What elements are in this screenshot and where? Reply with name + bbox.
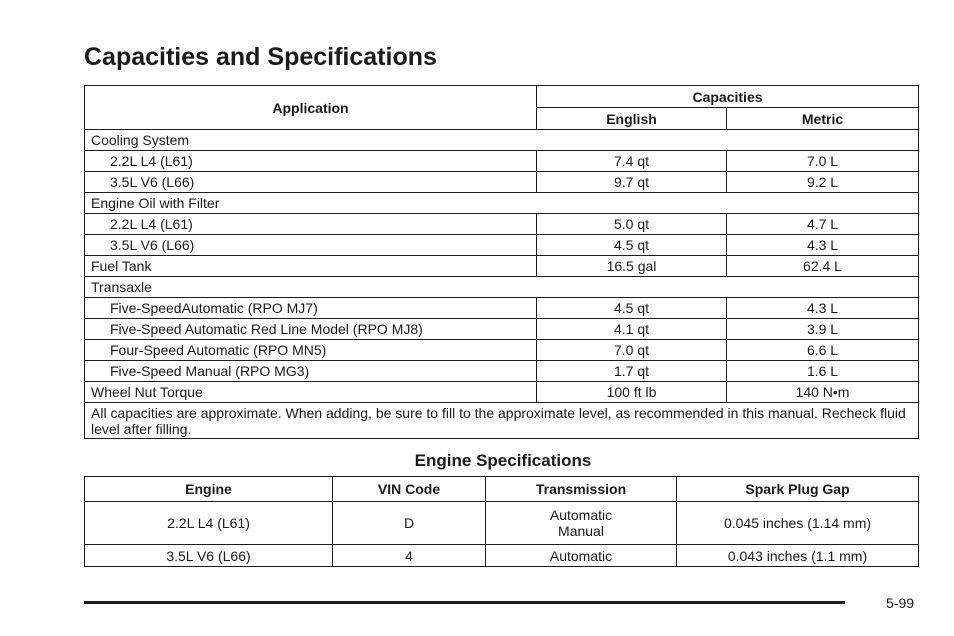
transmission-cell [486,545,677,567]
row-metric: 3.9 L [727,319,919,340]
header-transmission: Transmission [486,477,677,502]
row-english: 7.0 qt [537,340,727,361]
transmission-line: Manual [558,523,604,539]
gap-cell: 0.043 inches (1.1 mm) [677,545,919,567]
row-english: 4.5 qt [537,235,727,256]
capacities-table [84,85,919,439]
row-label: Five-Speed Automatic Red Line Model (RPO MJ8) [85,319,537,340]
footer-rule [84,601,845,604]
table-row [85,298,919,319]
row-label: 3.5L V6 (L66) [85,172,537,193]
table-row [85,403,919,439]
gap-cell: 0.045 inches (1.14 mm) [677,502,919,545]
table-row [85,214,919,235]
table-row [85,277,919,298]
row-label: Five-SpeedAutomatic (RPO MJ7) [85,298,537,319]
header-capacities: Capacities [537,86,919,108]
table-row [85,151,919,172]
table-row [85,256,919,277]
engine-cell: 2.2L L4 (L61) [85,502,333,545]
row-label: Four-Speed Automatic (RPO MN5) [85,340,537,361]
row-english: 4.1 qt [537,319,727,340]
table-row [85,193,919,214]
row-label: 2.2L L4 (L61) [85,214,537,235]
row-english: 9.7 qt [537,172,727,193]
transmission-line: Automatic [549,547,613,564]
table-row [85,502,919,545]
row-label: 3.5L V6 (L66) [85,235,537,256]
header-vin-code: VIN Code [333,477,486,502]
row-metric: 7.0 L [727,151,919,172]
row-english: 100 ft lb [537,382,727,403]
engine-specs-title: Engine Specifications [414,451,592,470]
engine-cell: 3.5L V6 (L66) [85,545,333,567]
table-row [85,382,919,403]
header-english: English [537,108,727,130]
row-metric: 6.6 L [727,340,919,361]
vin-cell: D [333,502,486,545]
table-row [85,545,919,567]
table-row [85,130,919,151]
row-metric: 1.6 L [727,361,919,382]
row-english: 7.4 qt [537,151,727,172]
row-metric: 4.3 L [727,298,919,319]
row-label: Engine Oil with Filter [85,193,919,214]
transmission-cell [486,502,677,545]
header-metric: Metric [727,108,919,130]
table-row [85,361,919,382]
row-metric: 140 N•m [727,382,919,403]
row-metric: 62.4 L [727,256,919,277]
page-title: Capacities and Specifications [84,43,437,71]
row-english: 5.0 qt [537,214,727,235]
row-metric: 4.7 L [727,214,919,235]
row-metric: 9.2 L [727,172,919,193]
row-label: Wheel Nut Torque [85,382,537,403]
row-label: Cooling System [85,130,919,151]
capacities-note: All capacities are approximate. When adding, be sure to fill to the approximate level, as recommended in this manual. Recheck fluid level after filling. [85,403,919,439]
row-metric: 4.3 L [727,235,919,256]
row-label: Five-Speed Manual (RPO MG3) [85,361,537,382]
engine-specs-table [84,476,919,567]
table-row [85,172,919,193]
header-application: Application [85,86,537,130]
vin-cell: 4 [333,545,486,567]
table-row [85,319,919,340]
row-english: 4.5 qt [537,298,727,319]
row-english: 1.7 qt [537,361,727,382]
header-engine: Engine [85,477,333,502]
transmission-line: Automatic [549,507,613,523]
row-label: 2.2L L4 (L61) [85,151,537,172]
header-spark-plug-gap: Spark Plug Gap [677,477,919,502]
page-number: 5-99 [886,595,915,611]
table-row [85,340,919,361]
row-label: Fuel Tank [85,256,537,277]
row-english: 16.5 gal [537,256,727,277]
row-label: Transaxle [85,277,919,298]
table-row [85,235,919,256]
